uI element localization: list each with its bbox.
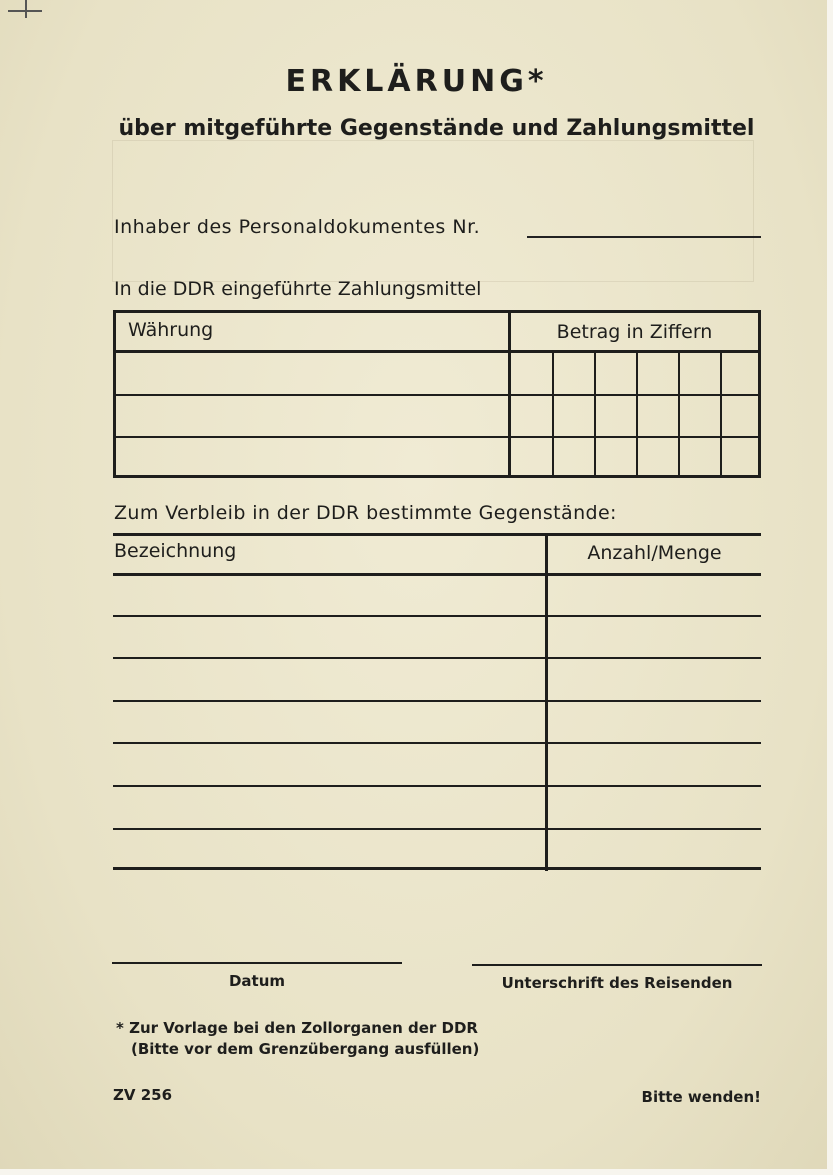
items-header-divider xyxy=(113,573,761,576)
item-row-line[interactable] xyxy=(113,828,761,830)
footnote-line-2: (Bitte vor dem Grenzübergang ausfüllen) xyxy=(131,1040,480,1058)
amount-row-1[interactable] xyxy=(511,353,758,394)
form-title: ERKLÄRUNG* xyxy=(285,64,548,99)
form-subtitle: über mitgeführte Gegenstände und Zahlungsmittel xyxy=(118,116,755,141)
item-quantity-column-header: Anzahl/Menge xyxy=(587,542,722,564)
signature-field[interactable] xyxy=(472,964,762,966)
items-column-divider xyxy=(545,533,548,871)
turn-page-note: Bitte wenden! xyxy=(641,1088,761,1106)
currency-row-1[interactable] xyxy=(116,353,508,394)
item-name-column-header: Bezeichnung xyxy=(114,540,237,562)
payment-table xyxy=(113,310,761,478)
signature-label: Unterschrift des Reisenden xyxy=(501,974,733,992)
item-row-line[interactable] xyxy=(113,700,761,702)
item-row-line[interactable] xyxy=(113,785,761,787)
item-row-line[interactable] xyxy=(113,615,761,617)
footnote xyxy=(116,1018,479,1060)
date-field[interactable] xyxy=(112,962,402,964)
date-label: Datum xyxy=(228,972,286,990)
show-through-box xyxy=(112,140,754,282)
currency-row-2[interactable] xyxy=(116,396,508,436)
items-table-top-border xyxy=(113,533,761,536)
form-code: ZV 256 xyxy=(113,1086,173,1104)
items-heading: Zum Verbleib in der DDR bestimmte Gegenstände: xyxy=(114,502,617,524)
scan-edge-right xyxy=(827,0,833,1175)
currency-row-3[interactable] xyxy=(116,438,508,475)
scan-edge-bottom xyxy=(0,1169,833,1175)
item-row-line[interactable] xyxy=(113,742,761,744)
payment-heading: In die DDR eingeführte Zahlungsmittel xyxy=(114,278,482,300)
amount-row-3[interactable] xyxy=(511,438,758,475)
amount-column-header: Betrag in Ziffern xyxy=(556,321,713,343)
owner-label: Inhaber des Personaldokumentes Nr. xyxy=(114,216,481,238)
item-row-line[interactable] xyxy=(113,657,761,659)
amount-row-2[interactable] xyxy=(511,396,758,436)
owner-number-field[interactable] xyxy=(527,236,761,238)
registration-mark-vertical xyxy=(25,0,27,18)
footnote-line-1: * Zur Vorlage bei den Zollorganen der DDR xyxy=(116,1019,478,1037)
item-row-line[interactable] xyxy=(113,867,761,870)
currency-column-header: Währung xyxy=(128,319,214,341)
